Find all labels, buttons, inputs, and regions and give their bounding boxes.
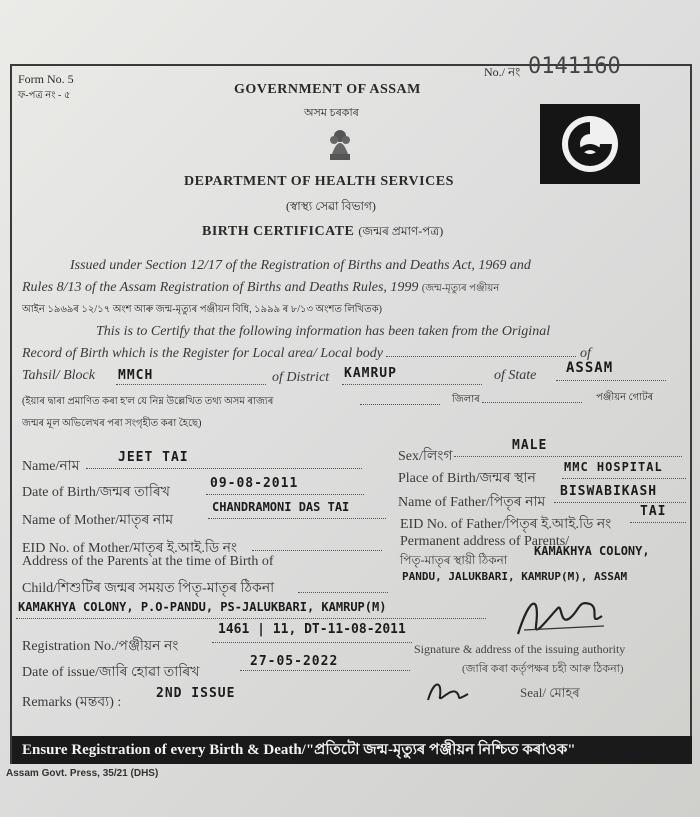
permanent-address-value-2: PANDU, JALUKBARI, KAMRUP(M), ASSAM — [402, 570, 628, 583]
serial-label: No./ নং — [484, 65, 521, 79]
sex-label: Sex/লিংগ — [398, 449, 453, 464]
certificate-title: BIRTH CERTIFICATE — [202, 224, 355, 239]
father-label: Name of Father/পিতৃৰ নাম — [398, 495, 546, 510]
registration-value: 1461 | 11, DT-11-08-2011 — [218, 622, 406, 637]
signature-label: Signature & address of the issuing authority — [414, 642, 626, 656]
certificate-title-row — [202, 222, 443, 243]
local-body-line — [482, 402, 582, 403]
local-district-line — [360, 404, 440, 405]
issued-under-text: Rules 8/13 of the Assam Registration of Births and Deaths Rules, 1999 — [22, 280, 419, 295]
department-title: DEPARTMENT OF HEALTH SERVICES — [184, 174, 454, 189]
eid-father-line — [630, 522, 686, 523]
pob-value: MMC HOSPITAL — [564, 460, 663, 474]
issue-date-label: Date of issue/জাৰি হোৱা তাৰিখ — [22, 665, 200, 680]
permanent-address-label-1: Permanent address of Parents/ — [400, 534, 570, 549]
department-title-local: (স্বাস্থ্য সেৱা বিভাগ) — [286, 199, 376, 213]
father-value: BISWABIKASH — [560, 484, 658, 499]
issued-under-line-2 — [22, 280, 499, 298]
permanent-address-value-1: KAMAKHYA COLONY, — [534, 544, 650, 558]
address-label-2: Child/শিশুটিৰ জন্মৰ সময়ত পিতৃ-মাতৃৰ ঠিকনা — [22, 581, 275, 596]
district-label: of District — [272, 370, 330, 385]
address-label-1: Address of the Parents at the time of Birth of — [22, 554, 274, 569]
district-value: KAMRUP — [344, 366, 397, 381]
mother-value: CHANDRAMONI DAS TAI — [212, 500, 350, 514]
dob-value: 09-08-2011 — [210, 476, 299, 491]
remarks-value: 2ND ISSUE — [156, 686, 236, 701]
remarks-label: Remarks (মন্তব্য) : — [22, 695, 122, 710]
issued-under-line-1: Issued under Section 12/17 of the Registration of Births and Deaths Act, 1969 and — [70, 258, 531, 273]
address-line-2 — [16, 618, 486, 619]
certify-line-1: This is to Certify that the following information has been taken from the Original — [96, 324, 551, 339]
registration-label: Registration No./পঞ্জীয়ন নং — [22, 639, 179, 654]
dob-label: Date of Birth/জন্মৰ তাৰিখ — [22, 485, 170, 500]
state-label: of State — [494, 368, 537, 383]
district-line — [342, 384, 482, 385]
pob-line — [562, 478, 686, 479]
name-value: JEET TAI — [118, 450, 189, 465]
certify-text: Record of Birth which is the Register for Local area/ Local body — [22, 346, 383, 361]
eid-father-label: EID No. of Father/পিতৃৰ ই.আই.ডি নং — [400, 517, 612, 532]
authority-signature-icon — [510, 586, 610, 646]
press-imprint: Assam Govt. Press, 35/21 (DHS) — [6, 768, 159, 779]
tahsil-value: MMCH — [118, 368, 154, 383]
certify-of: of — [579, 346, 591, 361]
certify-line-2 — [22, 346, 591, 362]
local-certify-line-2: জন্মৰ মূল অভিলেখৰ পৰা সংগৃহীত কৰা হৈছে) — [22, 418, 202, 429]
issue-date-value: 27-05-2022 — [250, 654, 339, 669]
tahsil-line — [116, 384, 266, 385]
mother-label: Name of Mother/মাতৃৰ নাম — [22, 513, 174, 528]
name-label: Name/নাম — [22, 459, 80, 474]
permanent-address-label-2: পিতৃ-মাতৃৰ স্থায়ী ঠিকনা — [400, 553, 508, 567]
registration-line — [212, 642, 412, 643]
dob-line — [206, 494, 364, 495]
local-registration-unit: পঞ্জীয়ন গোটৰ — [596, 392, 654, 403]
certificate-title-local: (জন্মৰ প্ৰমাণ-পত্ৰ) — [358, 224, 444, 238]
issued-under-line-3-local: আইন ১৯৬৯ৰ ১২/১৭ অংশ আৰু জন্ম-মৃত্যুৰ পঞ্জীয়ন বিধি, ১৯৯৯ ৰ ৮/১৩ অংশত লিখিতক) — [22, 304, 382, 315]
seal-label: Seal/ মোহৰ — [520, 685, 580, 700]
health-logo-icon — [540, 104, 640, 184]
government-title-local: অসম চৰকাৰ — [304, 107, 359, 119]
signature-label-local: (জাৰি কৰা কৰ্তৃপক্ষৰ চহী আৰু ঠিকনা) — [462, 663, 624, 675]
form-number-local: ফ-পত্ৰ নং - ৫ — [18, 90, 71, 101]
address-value: KAMAKHYA COLONY, P.O-PANDU, PS-JALUKBARI, KAMRUP(M) — [18, 600, 387, 614]
eid-mother-line — [252, 550, 382, 551]
local-body-blank — [386, 356, 576, 357]
father-line — [554, 502, 686, 503]
footer-banner: Ensure Registration of every Birth & Death/"প্ৰতিটো জন্ম-মৃত্যুৰ পঞ্জীয়ন নিশ্চিত কৰাওক" — [12, 736, 692, 764]
seal-initial-icon — [424, 674, 474, 708]
local-district-word: জিলাৰ — [452, 394, 480, 405]
address-line-1 — [298, 592, 388, 593]
eid-mother-label: EID No. of Mother/মাতৃৰ ই.আই.ডি নং — [22, 541, 238, 556]
name-line — [86, 468, 362, 469]
government-title: GOVERNMENT OF ASSAM — [234, 82, 421, 97]
issued-under-local: (জন্ম-মৃত্যুৰ পঞ্জীয়ন — [421, 283, 500, 294]
pob-label: Place of Birth/জন্মৰ স্থান — [398, 471, 536, 486]
sex-line — [454, 456, 682, 457]
form-number: Form No. 5 — [18, 72, 74, 86]
issue-date-line — [240, 670, 410, 671]
serial-number: 0141160 — [528, 54, 621, 79]
eid-father-value: TAI — [640, 504, 667, 519]
tahsil-label: Tahsil/ Block — [22, 368, 95, 383]
state-value: ASSAM — [566, 360, 614, 376]
local-certify-line-1: (ইয়াৰ দ্বাৰা প্ৰমাণিত কৰা হ'ল যে নিম্ন উল্লেখিত তথ্য অসম ৰাজ্যৰ — [22, 396, 274, 407]
emblem-icon — [326, 124, 354, 164]
sex-value: MALE — [512, 438, 548, 453]
state-line — [556, 380, 666, 381]
mother-line — [208, 518, 386, 519]
